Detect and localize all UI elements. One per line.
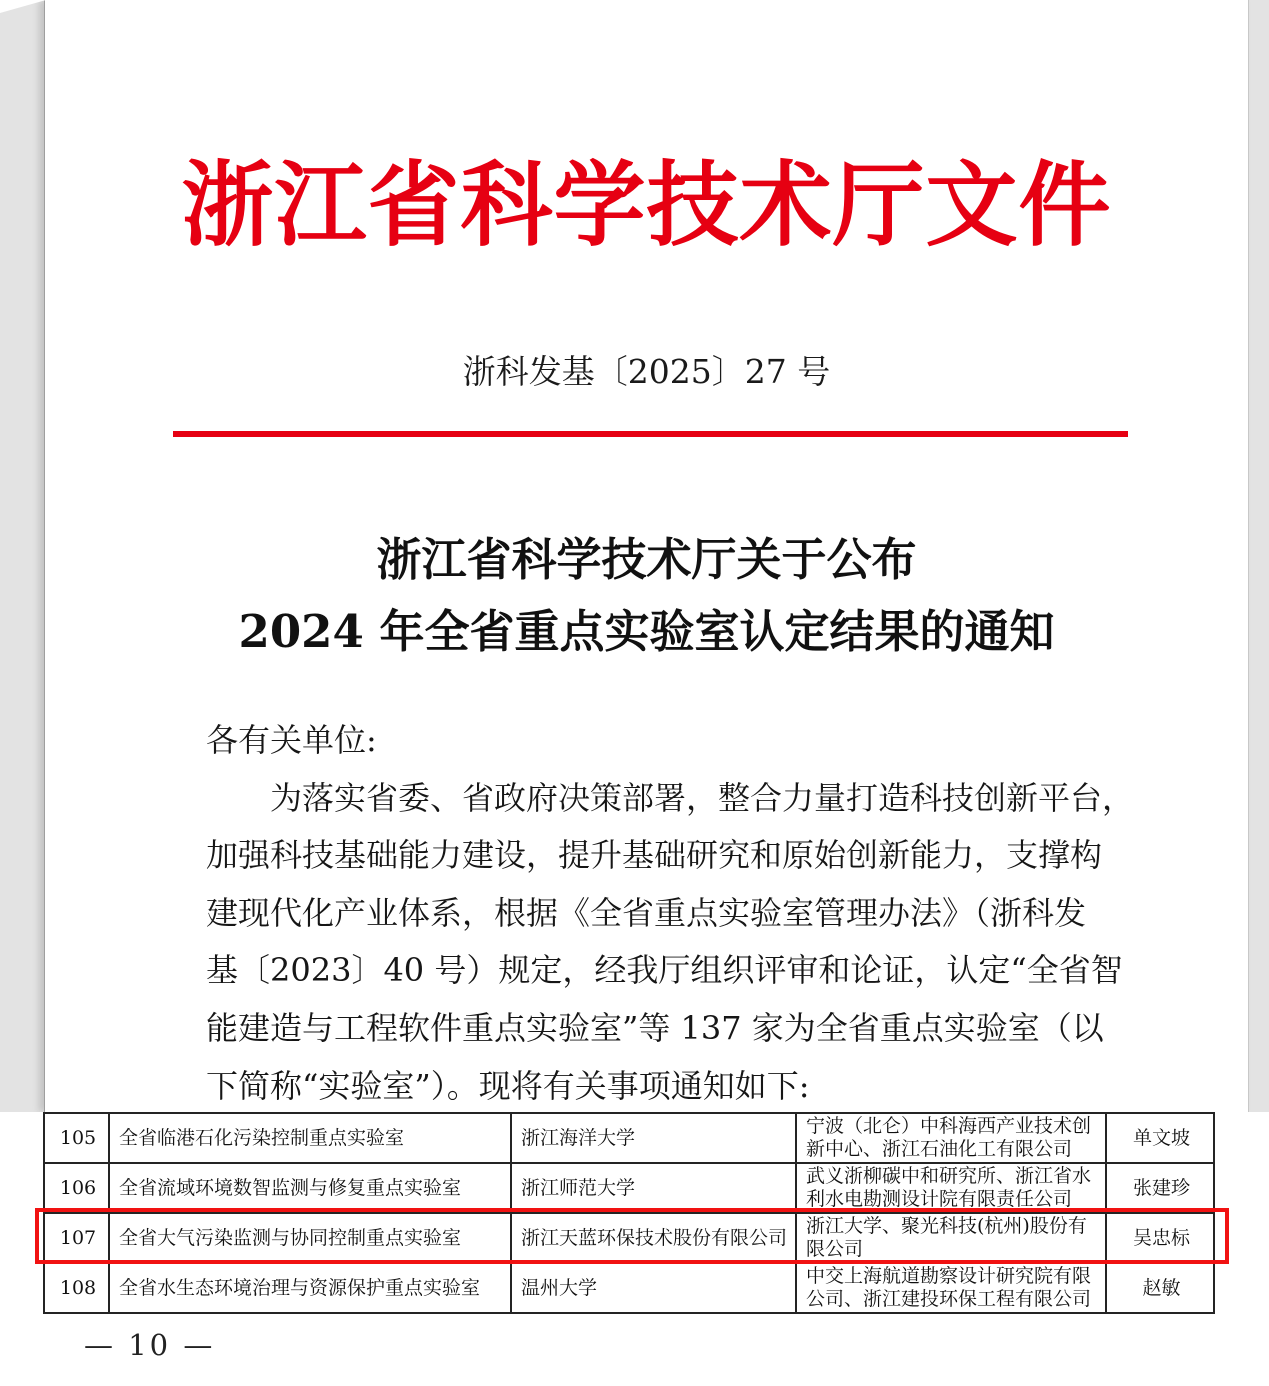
body-line: 基〔2023〕40 号）规定，经我厅组织评审和论证，认定“全省智 (206, 951, 1123, 990)
cell-lab-name: 全省流域环境数智监测与修复重点实验室 (109, 1163, 511, 1213)
cell-partner-units: 浙江大学、聚光科技(杭州)股份有限公司 (796, 1213, 1106, 1263)
notice-title (45, 524, 1248, 668)
cell-director: 张建珍 (1106, 1163, 1214, 1213)
body-line: 建现代化产业体系，根据《全省重点实验室管理办法》（浙科发 (206, 893, 1087, 932)
page-corner-fold (0, 0, 46, 13)
labs-table (43, 1112, 1215, 1314)
cell-partner-units: 宁波（北仑）中科海西产业技术创新中心、浙江石油化工有限公司 (796, 1113, 1106, 1163)
table-row (44, 1263, 1214, 1313)
body-line: 加强科技基础能力建设，提升基础研究和原始创新能力，支撑构 (206, 836, 1103, 875)
body-paragraph (206, 712, 1136, 1115)
notice-title-line2: 2024 年全省重点实验室认定结果的通知 (238, 605, 1055, 658)
cell-row-number: 107 (44, 1213, 109, 1263)
letterhead-title: 浙江省科学技术厅文件 (181, 151, 1112, 259)
cell-partner-units: 中交上海航道勘察设计研究院有限公司、浙江建投环保工程有限公司 (796, 1263, 1106, 1313)
cell-host-unit: 浙江天蓝环保技术股份有限公司 (511, 1213, 796, 1263)
red-divider-rule (173, 431, 1128, 437)
cell-row-number: 108 (44, 1263, 109, 1313)
salutation-line: 各有关单位: (206, 721, 377, 759)
cell-host-unit: 浙江师范大学 (511, 1163, 796, 1213)
body-line: 为落实省委、省政府决策部署，整合力量打造科技创新平台， (270, 778, 1135, 817)
cell-partner-units: 武义浙柳碳中和研究所、浙江省水利水电勘测设计院有限责任公司 (796, 1163, 1106, 1213)
cell-lab-name: 全省临港石化污染控制重点实验室 (109, 1113, 511, 1163)
table-row (44, 1113, 1214, 1163)
labs-table-section (0, 1112, 1269, 1386)
cell-director: 赵敏 (1106, 1263, 1214, 1313)
cell-host-unit: 浙江海洋大学 (511, 1113, 796, 1163)
cell-lab-name: 全省水生态环境治理与资源保护重点实验室 (109, 1263, 511, 1313)
body-line: 下简称“实验室”）。现将有关事项通知如下: (206, 1066, 810, 1105)
cell-lab-name: 全省大气污染监测与协同控制重点实验室 (109, 1213, 511, 1263)
cell-row-number: 105 (44, 1113, 109, 1163)
body-line: 能建造与工程软件重点实验室”等 137 家为全省重点实验室（以 (206, 1008, 1104, 1047)
cell-host-unit: 温州大学 (511, 1263, 796, 1313)
cell-row-number: 106 (44, 1163, 109, 1213)
cell-director: 吴忠标 (1106, 1213, 1214, 1263)
document-number: 浙科发基〔2025〕27 号 (462, 352, 831, 391)
table-row-highlighted (44, 1213, 1214, 1263)
document-page (44, 0, 1249, 1112)
cell-director: 单文坡 (1106, 1113, 1214, 1163)
table-row (44, 1163, 1214, 1213)
notice-title-line1: 浙江省科学技术厅关于公布 (376, 533, 917, 586)
page-number: — 10 — (84, 1328, 216, 1362)
